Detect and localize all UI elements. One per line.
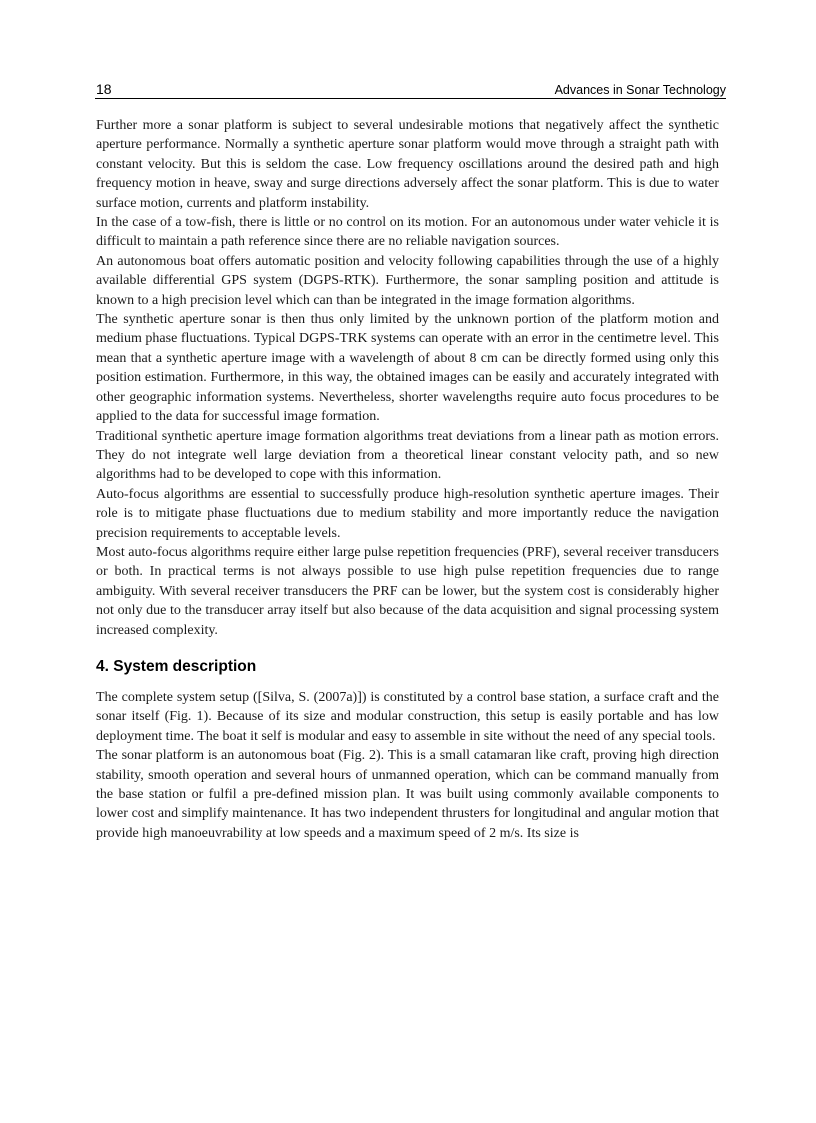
page-number: 18 xyxy=(96,81,112,97)
paragraph: Auto-focus algorithms are essential to successfully produce high-resolution synthetic aperture images. Their role is to mitigate phase fluctuations due to medium stability and more importantly reduce the navigation precision requirements to acceptable levels. xyxy=(96,486,719,541)
paragraph: Further more a sonar platform is subject to several undesirable motions that negatively affect the synthetic aperture performance. Normally a synthetic aperture sonar platform would move through a straight path with constant velocity. But this is seldom the case. Low frequency oscillations around the desired path and high frequency motion in heave, sway and surge directions adversely affect the sonar platform. This is due to water surface motion, currents and platform instability. xyxy=(96,118,719,211)
paragraph: Most auto-focus algorithms require either large pulse repetition frequencies (PRF), several receiver transducers or both. In practical terms is not always possible to use high pulse repetition frequencies due to range ambiguity. With several receiver transducers the PRF can be lower, but the system cost is considerably higher not only due to the transducer array itself but also because of the data acquisition and signal processing system increased complexity. xyxy=(96,544,719,638)
paragraph: An autonomous boat offers automatic position and velocity following capabilities through the use of a highly available differential GPS system (DGPS-RTK). Furthermore, the sonar sampling position and attitude is known to a high precision level which can than be integrated in the image formation algorithms. xyxy=(96,253,719,308)
paragraph: Traditional synthetic aperture image formation algorithms treat deviations from a linear path as motion errors. They do not integrate well large deviation from a theoretical linear constant velocity path, and so new algorithms had to be developed to cope with this information. xyxy=(96,428,719,483)
paragraph: In the case of a tow-fish, there is little or no control on its motion. For an autonomous under water vehicle it is difficult to maintain a path reference since there are no reliable navigation sources. xyxy=(96,215,719,250)
paragraph: The synthetic aperture sonar is then thus only limited by the unknown portion of the platform motion and medium phase fluctuations. Typical DGPS-TRK systems can operate with an error in the centimetre level. This mean that a synthetic aperture image with a wavelength of about 8 cm can be directly formed using only this position estimation. Furthermore, in this way, the obtained images can be easily and accurately integrated with other geographic information systems. Nevertheless, shorter wavelengths require auto focus procedures to be applied to the data for successful image formation. xyxy=(96,312,719,425)
running-title: Advances in Sonar Technology xyxy=(554,83,726,97)
body-text xyxy=(96,116,719,843)
paragraph: The sonar platform is an autonomous boat (Fig. 2). This is a small catamaran like craft, proving high direction stability, smooth operation and several hours of unmanned operation, which can be command manually from the base station or fulfil a pre-defined mission plan. It was built using commonly available components to lower cost and simplify maintenance. It has two independent thrusters for longitudinal and angular motion that provide high manoeuvrability at low speeds and a maximum speed of 2 m/s. Its size is xyxy=(96,748,719,841)
paragraph: The complete system setup ([Silva, S. (2007a)]) is constituted by a control base station, a surface craft and the sonar itself (Fig. 1). Because of its size and modular construction, this setup is easily portable and has low deployment time. The boat it self is modular and easy to assemble in site without the need of any special tools. xyxy=(96,689,719,744)
running-header xyxy=(95,80,726,99)
section-heading: 4. System description xyxy=(96,657,257,675)
